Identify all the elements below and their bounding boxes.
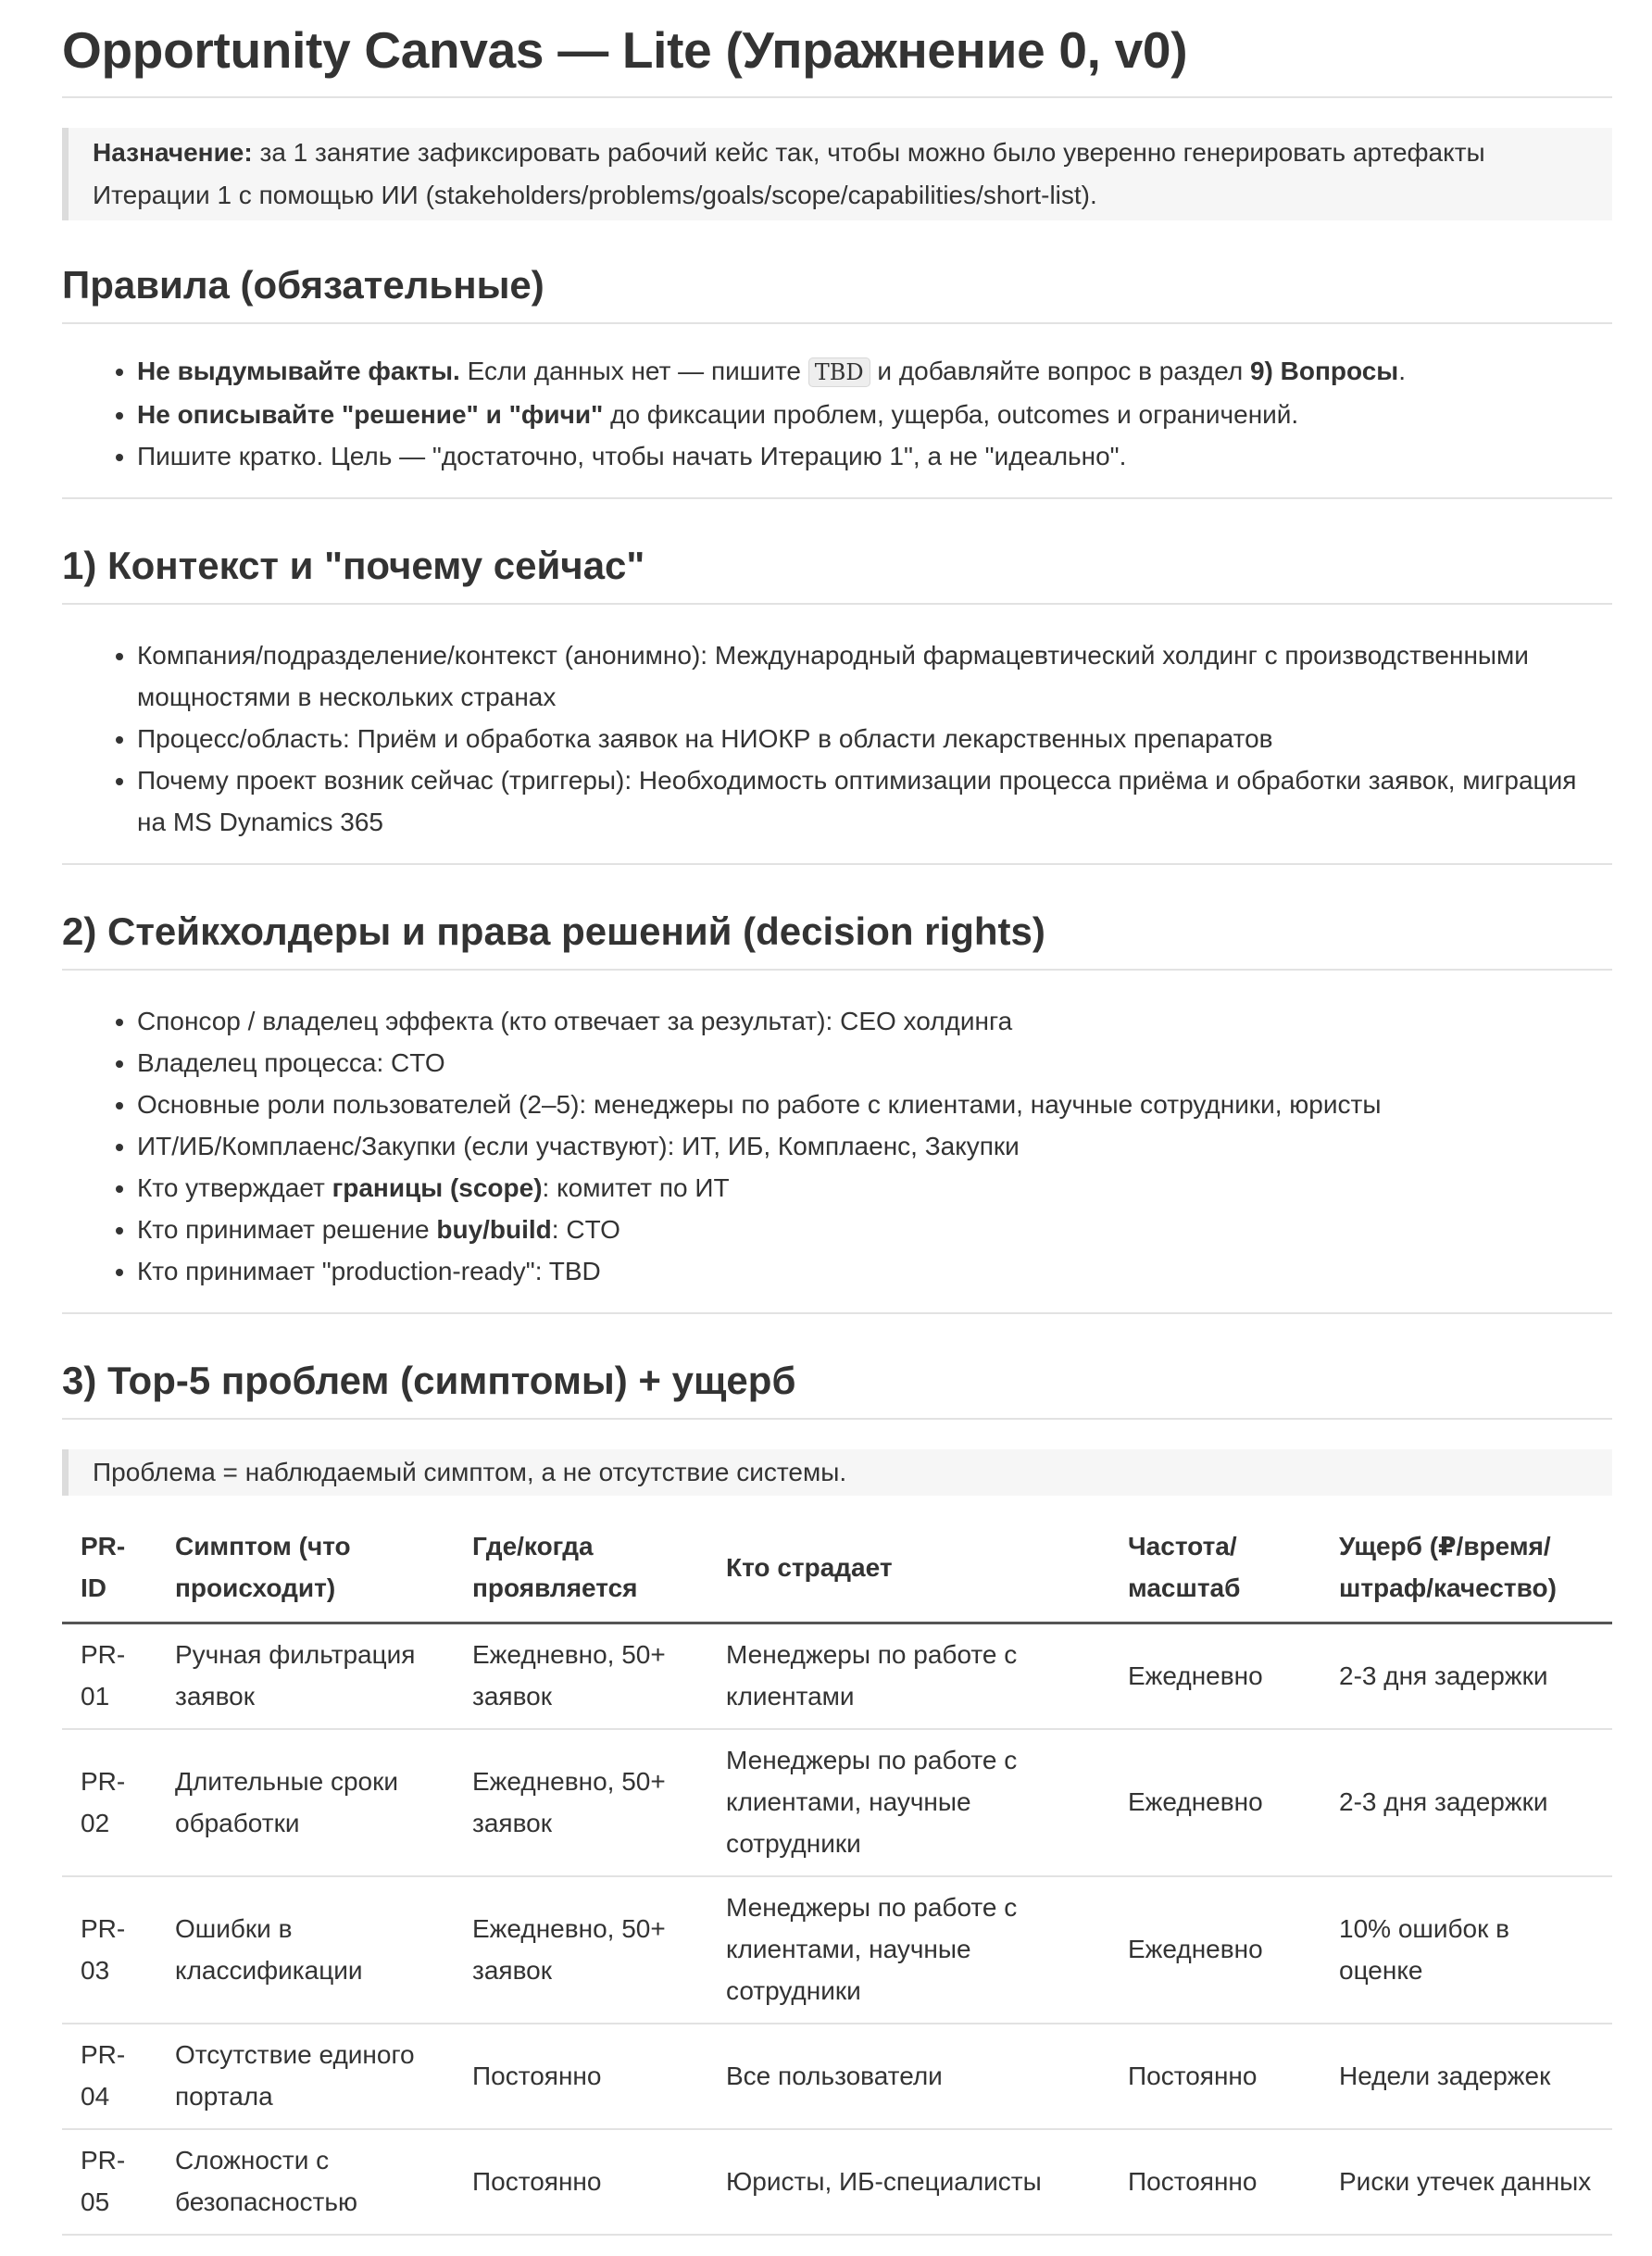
stakeholders-list xyxy=(62,1000,1612,1292)
stakeholder-item-scope xyxy=(137,1167,1612,1209)
rule-item-1 xyxy=(137,350,1612,394)
column-header: PR-ID xyxy=(62,1516,156,1623)
table-cell: Ежедневно, 50+ заявок xyxy=(454,1729,707,1876)
table-cell: Менеджеры по работе с клиентами xyxy=(707,1623,1109,1730)
stakeholder-item: • ИТ/ИБ/Комплаенс/Закупки (если участвуют): ИТ, ИБ, Комплаенс, Закупки xyxy=(137,1125,1612,1167)
table-cell: Отсутствие единого портала xyxy=(156,2024,454,2129)
context-item: • Почему проект возник сейчас (триггеры): Необходимость оптимизации процесса приёма и обработки заявок, миграция на MS Dynamics 365 xyxy=(137,759,1612,843)
problems-table xyxy=(62,1516,1612,2236)
table-header-row xyxy=(62,1516,1612,1623)
context-item: • Компания/подразделение/контекст (анонимно): Международный фармацевтический холдинг с производственными мощностями в нескольких странах xyxy=(137,634,1612,718)
divider xyxy=(62,497,1612,499)
table-cell: Ошибки в классификации xyxy=(156,1876,454,2024)
divider xyxy=(62,863,1612,865)
table-cell: Длительные сроки обработки xyxy=(156,1729,454,1876)
table-cell: PR-03 xyxy=(62,1876,156,2024)
table-cell: Ежедневно, 50+ заявок xyxy=(454,1876,707,2024)
tbd-code: TBD xyxy=(808,357,870,387)
table-row xyxy=(62,1729,1612,1876)
table-cell: PR-05 xyxy=(62,2129,156,2235)
table-row xyxy=(62,2129,1612,2235)
table-cell: Риски утечек данных xyxy=(1320,2129,1612,2235)
context-item: • Процесс/область: Приём и обработка заявок на НИОКР в области лекарственных препаратов xyxy=(137,718,1612,759)
table-row xyxy=(62,2024,1612,2129)
purpose-note xyxy=(62,128,1612,220)
buybuild-pre: Кто принимает решение xyxy=(137,1215,437,1244)
column-header: Где/когда проявляется xyxy=(454,1516,707,1623)
table-cell: Ежедневно xyxy=(1109,1623,1320,1730)
problems-heading: 3) Top-5 проблем (симптомы) + ущерб xyxy=(62,1359,1612,1420)
table-cell: Менеджеры по работе с клиентами, научные сотрудники xyxy=(707,1729,1109,1876)
table-cell: Менеджеры по работе с клиентами, научные сотрудники xyxy=(707,1876,1109,2024)
table-cell: PR-02 xyxy=(62,1729,156,1876)
stakeholder-item: • Основные роли пользователей (2–5): менеджеры по работе с клиентами, научные сотрудники, юристы xyxy=(137,1084,1612,1125)
context-list xyxy=(62,634,1612,843)
column-header: Частота/ масштаб xyxy=(1109,1516,1320,1623)
stakeholder-item-buybuild xyxy=(137,1209,1612,1250)
table-cell: Ежедневно xyxy=(1109,1729,1320,1876)
table-cell: 2-3 дня задержки xyxy=(1320,1729,1612,1876)
column-header: Кто страдает xyxy=(707,1516,1109,1623)
table-cell: Все пользователи xyxy=(707,2024,1109,2129)
rule-item-2 xyxy=(137,394,1612,435)
stakeholder-item: • Владелец процесса: CTO xyxy=(137,1042,1612,1084)
scope-bold: границы (scope) xyxy=(332,1173,543,1202)
stakeholders-heading: 2) Стейкхолдеры и права решений (decision rights) xyxy=(62,909,1612,971)
buybuild-bold: buy/build xyxy=(436,1215,552,1244)
rule-1-text-b: и добавляйте вопрос в раздел xyxy=(870,357,1250,385)
buybuild-post: : CTO xyxy=(551,1215,620,1244)
divider xyxy=(62,1312,1612,1314)
scope-post: : комитет по ИТ xyxy=(542,1173,730,1202)
table-row xyxy=(62,1876,1612,2024)
table-row xyxy=(62,1623,1612,1730)
context-heading: 1) Контекст и "почему сейчас" xyxy=(62,544,1612,605)
column-header: Ущерб (₽/время/ штраф/качество) xyxy=(1320,1516,1612,1623)
table-cell: Постоянно xyxy=(1109,2024,1320,2129)
table-cell: 2-3 дня задержки xyxy=(1320,1623,1612,1730)
rules-heading: Правила (обязательные) xyxy=(62,263,1612,324)
table-cell: PR-01 xyxy=(62,1623,156,1730)
stakeholder-item-production: • Кто принимает "production-ready": TBD xyxy=(137,1250,1612,1292)
rule-2-bold: Не описывайте "решение" и "фичи" xyxy=(137,400,604,429)
scope-pre: Кто утверждает xyxy=(137,1173,332,1202)
rule-2-text: до фиксации проблем, ущерба, outcomes и ограничений. xyxy=(603,400,1299,429)
purpose-label: Назначение: xyxy=(93,138,253,167)
rule-item-3: • Пишите кратко. Цель — "достаточно, чтобы начать Итерацию 1", а не "идеально". xyxy=(137,435,1612,477)
stakeholder-item: • Спонсор / владелец эффекта (кто отвечает за результат): CEO холдинга xyxy=(137,1000,1612,1042)
purpose-text: за 1 занятие зафиксировать рабочий кейс так, чтобы можно было уверенно генерировать артефакты Итерации 1 с помощью ИИ (stakeholders/problems/goals/scope/capabilities/short-list). xyxy=(93,138,1485,209)
rule-1-text-a: Если данных нет — пишите xyxy=(459,357,808,385)
questions-section-ref: 9) Вопросы xyxy=(1249,357,1399,385)
table-cell: Недели задержек xyxy=(1320,2024,1612,2129)
table-cell: Сложности с безопасностью xyxy=(156,2129,454,2235)
table-cell: Постоянно xyxy=(1109,2129,1320,2235)
column-header: Симптом (что происходит) xyxy=(156,1516,454,1623)
table-cell: 10% ошибок в оценке xyxy=(1320,1876,1612,2024)
table-cell: Постоянно xyxy=(454,2129,707,2235)
rule-1-bold: Не выдумывайте факты. xyxy=(137,357,460,385)
table-cell: Ручная фильтрация заявок xyxy=(156,1623,454,1730)
table-cell: PR-04 xyxy=(62,2024,156,2129)
rules-list xyxy=(62,350,1612,477)
table-cell: Ежедневно, 50+ заявок xyxy=(454,1623,707,1730)
problems-note: Проблема = наблюдаемый симптом, а не отсутствие системы. xyxy=(62,1449,1612,1496)
page-title: Opportunity Canvas — Lite (Упражнение 0, v0) xyxy=(62,20,1612,98)
table-cell: Юристы, ИБ-специалисты xyxy=(707,2129,1109,2235)
table-cell: Ежедневно xyxy=(1109,1876,1320,2024)
table-cell: Постоянно xyxy=(454,2024,707,2129)
rule-1-end: . xyxy=(1398,357,1406,385)
